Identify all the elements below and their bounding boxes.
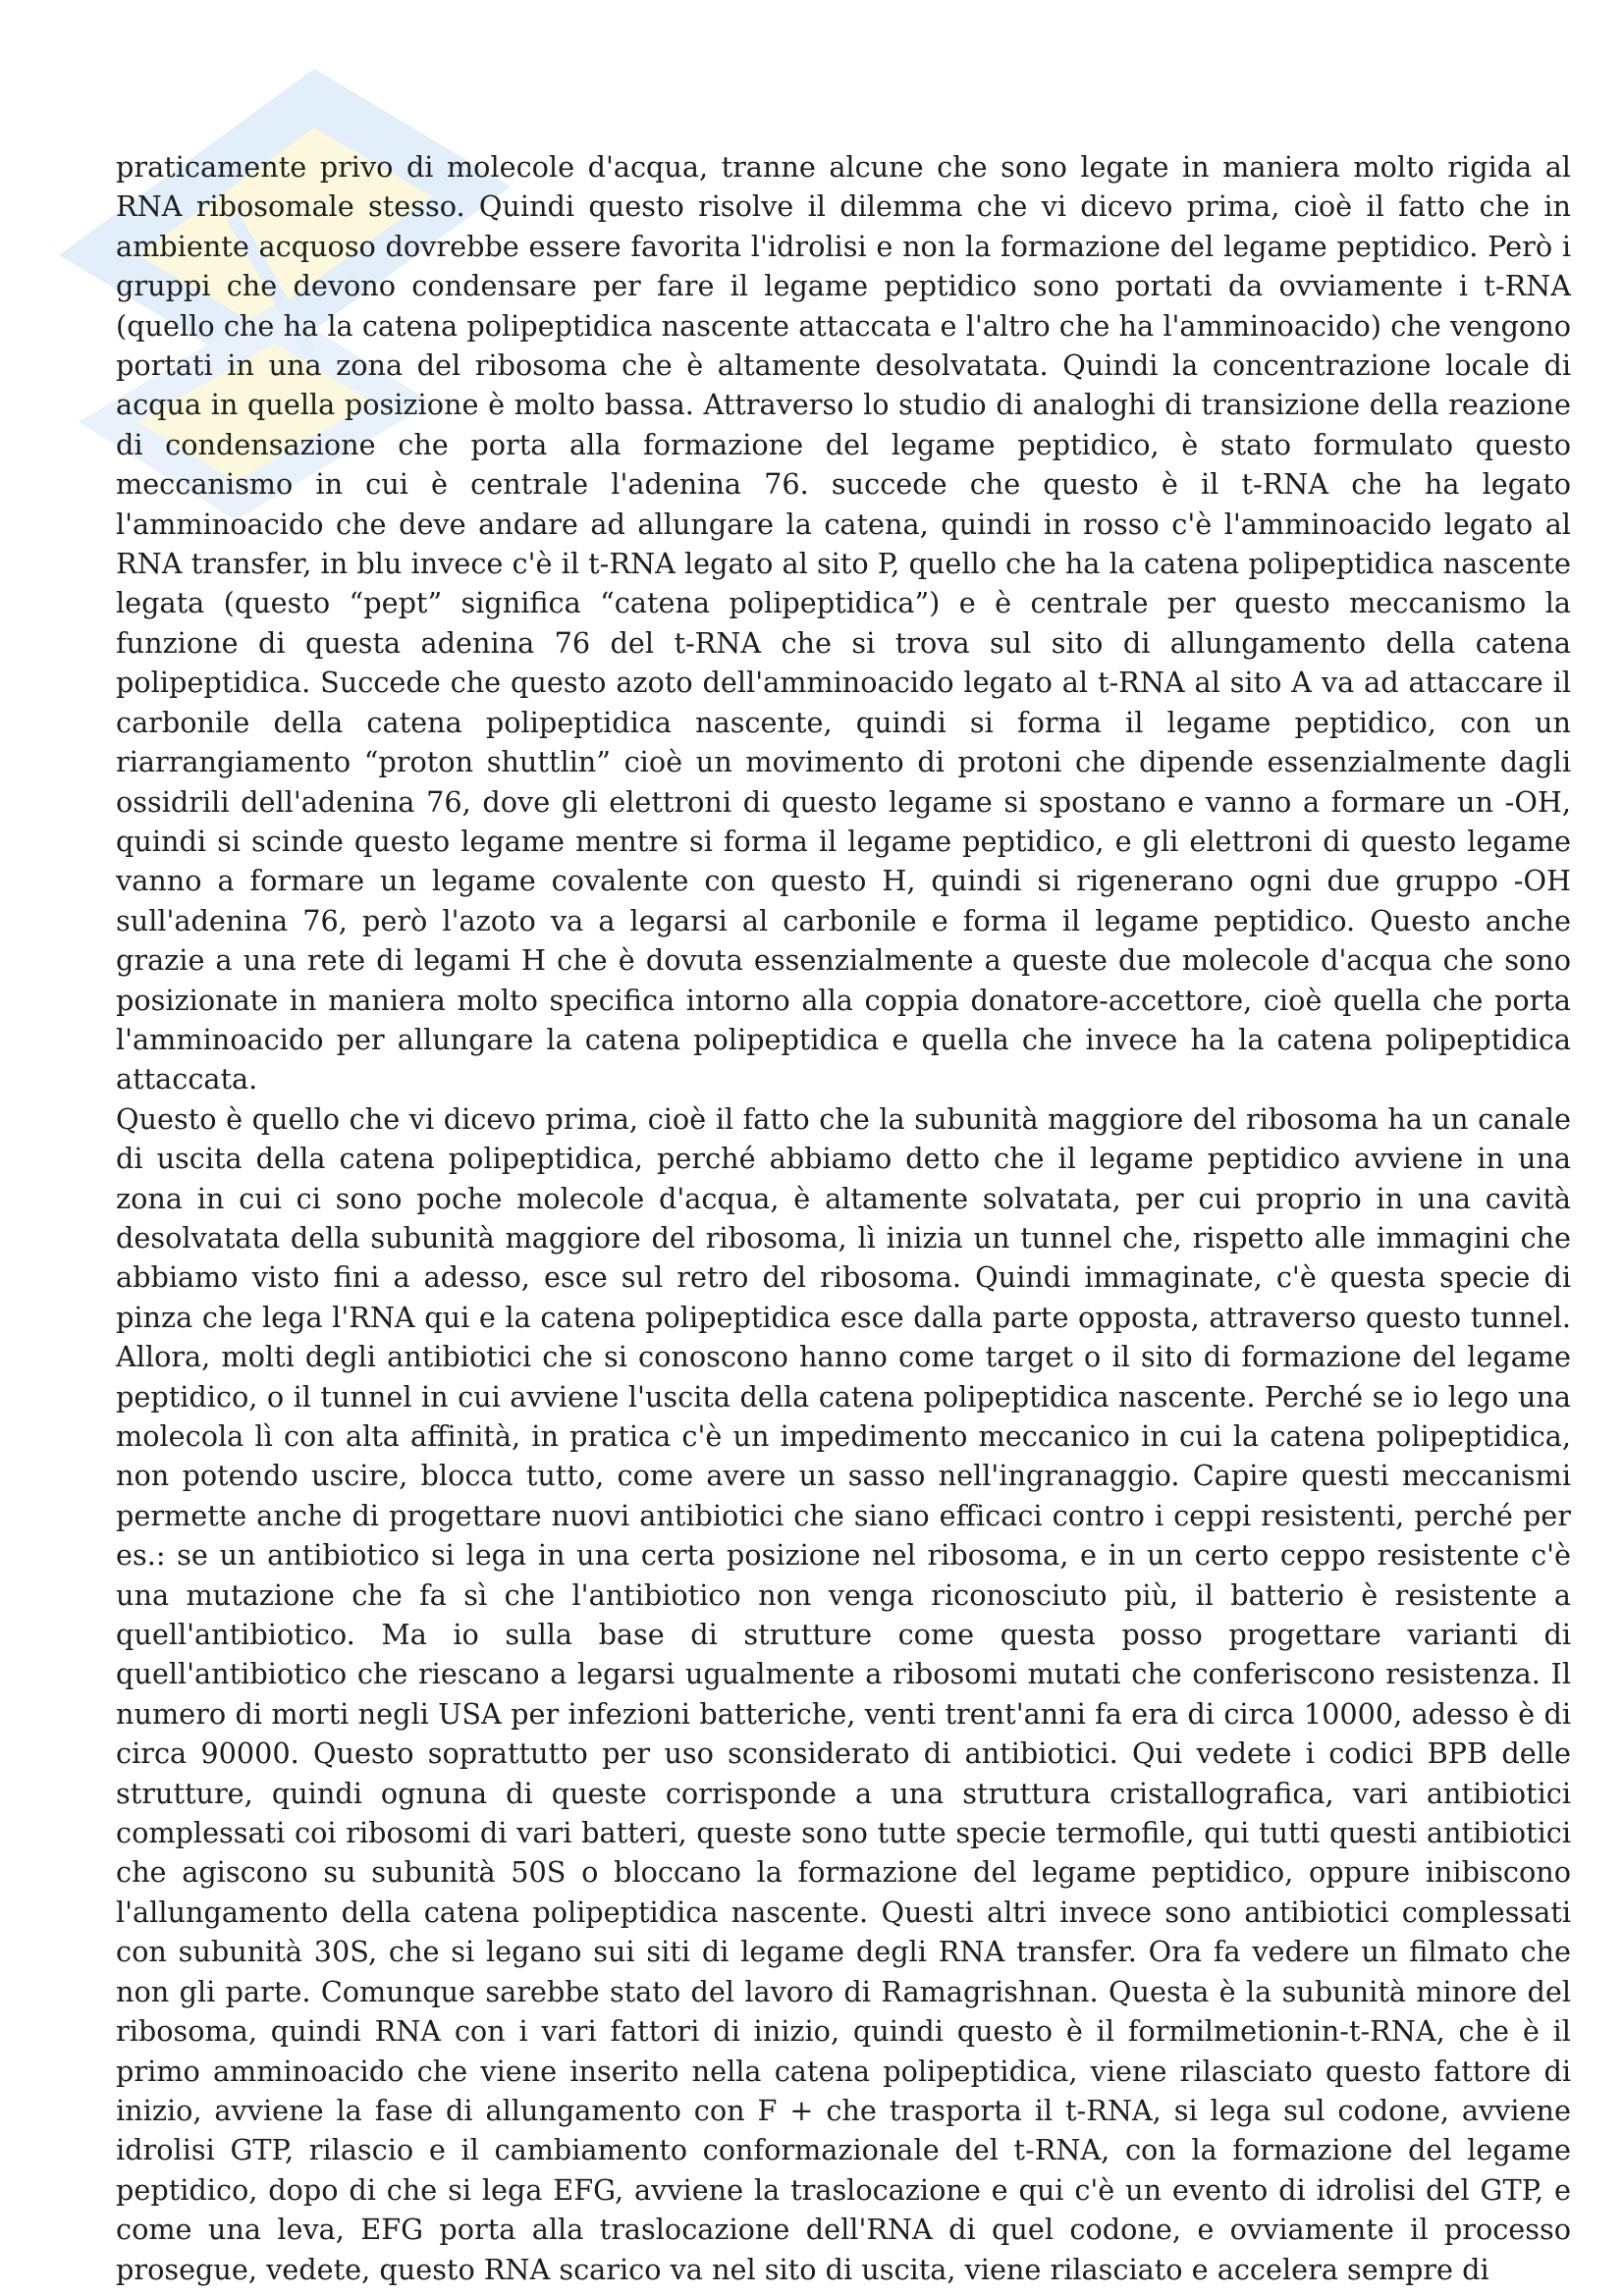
paragraph-1: praticamente privo di molecole d'acqua, tranne alcune che sono legate in maniera molto rigida al RNA ribosomale stesso. Quindi questo risolve il dilemma che vi dicevo prima, cioè il fatto che in ambiente acquoso dovrebbe essere favorita l'idrolisi e non la formazione del legame peptidico. Però i gruppi che devono condensare per fare il legame peptidico sono portati da ovviamente i t-RNA (quello che ha la catena polipeptidica nascente attaccata e l'altro che ha l'amminoacido) che vengono portati in una zona del ribosoma che è altamente desolvatata. Quindi la concentrazione locale di acqua in quella posizione è molto bassa. Attraverso lo studio di analoghi di transizione della reazione di condensazione che porta alla formazione del legame peptidico, è stato formulato questo meccanismo in cui è centrale l'adenina 76. succede che questo è il t-RNA che ha legato l'amminoacido che deve andare ad allungare la catena, quindi in rosso c'è l'amminoacido legato al RNA transfer, in blu invece c'è il t-RNA legato al sito P, quello che ha la catena polipeptidica nascente legata (questo “pept” significa “catena polipeptidica”) e è centrale per questo meccanismo la funzione di questa adenina 76 del t-RNA che si trova sul sito di allungamento della catena polipeptidica. Succede che questo azoto dell'amminoacido legato al t-RNA al sito A va ad attaccare il carbonile della catena polipeptidica nascente, quindi si forma il legame peptidico, con un riarrangiamento “proton shuttlin” cioè un movimento di protoni che dipende essenzialmente dagli ossidrili dell'adenina 76, dove gli elettroni di questo legame si spostano e vanno a formare un -OH, quindi si scinde questo legame mentre si forma il legame peptidico, e gli elettroni di questo legame vanno a formare un legame covalente con questo H, quindi si rigenerano ogni due gruppo -OH sull'adenina 76, però l'azoto va a legarsi al carbonile e forma il legame peptidico. Questo anche grazie a una rete di legami H che è dovuta essenzialmente a queste due molecole d'acqua che sono posizionate in maniera molto specifica intorno alla coppia donatore-accettore, cioè quella che porta l'amminoacido per allungare la catena polipeptidica e quella che invece ha la catena polipeptidica attaccata. [116,150,1571,1096]
document-page [116,147,1571,2289]
paragraph-2: Questo è quello che vi dicevo prima, cioè il fatto che la subunità maggiore del ribosoma ha un canale di uscita della catena polipeptidica, perché abbiamo detto che il legame peptidico avviene in una zona in cui ci sono poche molecole d'acqua, è altamente solvatata, per cui proprio in una cavità desolvatata della subunità maggiore del ribosoma, lì inizia un tunnel che, rispetto alle immagini che abbiamo visto fini a adesso, esce sul retro del ribosoma. Quindi immaginate, c'è questa specie di pinza che lega l'RNA qui e la catena polipeptidica esce dalla parte opposta, attraverso questo tunnel. Allora, molti degli antibiotici che si conoscono hanno come target o il sito di formazione del legame peptidico, o il tunnel in cui avviene l'uscita della catena polipeptidica nascente. Perché se io lego una molecola lì con alta affinità, in pratica c'è un impedimento meccanico in cui la catena polipeptidica, non potendo uscire, blocca tutto, come avere un sasso nell'ingranaggio. Capire questi meccanismi permette anche di progettare nuovi antibiotici che siano efficaci contro i ceppi resistenti, perché per es.: se un antibiotico si lega in una certa posizione nel ribosoma, e in un certo ceppo resistente c'è una mutazione che fa sì che l'antibiotico non venga riconosciuto più, il batterio è resistente a quell'antibiotico. Ma io sulla base di strutture come questa posso progettare varianti di quell'antibiotico che riescano a legarsi ugualmente a ribosomi mutati che conferiscono resistenza. Il numero di morti negli USA per infezioni batteriche, venti trent'anni fa era di circa 10000, adesso è di circa 90000. Questo soprattutto per uso sconsiderato di antibiotici. Qui vedete i codici BPB delle strutture, quindi ognuna di queste corrisponde a una struttura cristallografica, vari antibiotici complessati coi ribosomi di vari batteri, queste sono tutte specie termofile, qui tutti questi antibiotici che agiscono su subunità 50S o bloccano la formazione del legame peptidico, oppure inibiscono l'allungamento della catena polipeptidica nascente. Questi altri invece sono antibiotici complessati con subunità 30S, che si legano sui siti di legame degli RNA transfer. Ora fa vedere un filmato che non gli parte. Comunque sarebbe stato del lavoro di Ramagrishnan. Questa è la subunità minore del ribosoma, quindi RNA con i vari fattori di inizio, quindi questo è il formilmetionin-t-RNA, che è il primo amminoacido che viene inserito nella catena polipeptidica, viene rilasciato questo fattore di inizio, avviene la fase di allungamento con F + che trasporta il t-RNA, si lega sul codone, avviene idrolisi GTP, rilascio e il cambiamento conformazionale del t-RNA, con la formazione del legame peptidico, dopo di che si lega EFG, avviene la traslocazione e qui c'è un evento di idrolisi del GTP, e come una leva, EFG porta alla traslocazione dell'RNA di quel codone, e ovviamente il processo prosegue, vedete, questo RNA scarico va nel sito di uscita, viene rilasciato e accelera sempre di [116,1101,1571,2286]
